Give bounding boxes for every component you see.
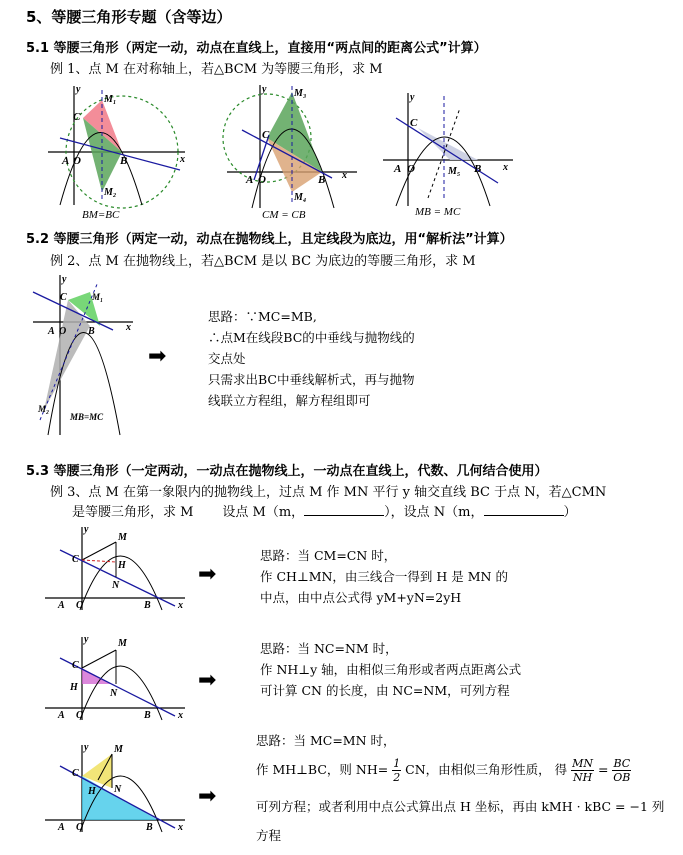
label-a: A: [58, 822, 65, 833]
label-m1: M₁: [104, 94, 117, 105]
label-c: C: [72, 554, 79, 565]
ex2-note-line: 只需求出BC中垂线解析式，再与抛物: [208, 372, 415, 387]
case2-note-line: 可计算 CN 的长度，由 NC=NM，可列方程: [260, 683, 510, 698]
label-c: C: [262, 129, 270, 141]
label-a: A: [48, 326, 55, 337]
blank-ym: [304, 503, 384, 516]
case3-note-line: 思路：当 MC=MN 时，: [256, 733, 396, 748]
figure-case3: [40, 740, 190, 835]
case2-note-line: 作 NH⊥y 轴，由相似三角形或者两点距离公式: [260, 662, 522, 677]
label-c: C: [73, 111, 81, 123]
label-a: A: [62, 155, 70, 167]
label-b: B: [144, 710, 151, 721]
frac-num: 1: [393, 757, 401, 770]
label-o: O: [407, 163, 415, 175]
arrow-icon: ➡: [148, 344, 167, 369]
figure-cm-cb: [222, 80, 362, 210]
figure-bm-bc: [40, 80, 190, 210]
label-y: y: [84, 524, 89, 535]
ex3-text: 是等腰三角形，求 M: [72, 505, 194, 520]
label-y: y: [84, 634, 89, 645]
case3-note-line: 方程: [256, 828, 282, 843]
label-a: A: [58, 710, 65, 721]
label-m: M: [118, 638, 127, 649]
label-b: B: [144, 600, 151, 611]
fraction-bc-ob: [612, 757, 631, 784]
label-m: M: [114, 744, 123, 755]
figure-case2: [40, 632, 190, 722]
label-o: O: [76, 600, 84, 611]
ex3-text: ），设点 N（m，: [384, 505, 484, 520]
case3-notes: [256, 730, 681, 846]
arrow-icon: ➡: [198, 784, 217, 809]
label-n: N: [110, 688, 118, 699]
example-2-text: 例 2、点 M 在抛物线上，若△BCM 是以 BC 为底边的等腰三角形，求 M: [50, 254, 476, 269]
label-m2: M₂: [38, 404, 50, 414]
page-title: 5、等腰三角形专题（含等边）: [26, 8, 232, 26]
label-a: A: [394, 163, 402, 175]
label-x: x: [180, 154, 185, 165]
label-b: B: [146, 822, 153, 833]
case3-formula-line: [256, 757, 681, 784]
case3-text: CN，由相似三角形性质， 得: [405, 762, 568, 777]
frac-den: OB: [613, 771, 631, 784]
label-a: A: [58, 600, 65, 611]
label-y: y: [262, 84, 267, 95]
example-3-line1: 例 3、点 M 在第一象限内的抛物线上，过点 M 作 MN 平行 y 轴交直线 BC 于点 N，若△CMN: [50, 485, 607, 500]
figure-mb-mc: [378, 88, 518, 208]
frac-num: BC: [613, 757, 631, 770]
section-5-3-heading: 5.3 等腰三角形（一定两动，一动点在抛物线上，一动点在直线上，代数、几何结合使用）: [26, 464, 548, 479]
label-b: B: [120, 155, 128, 167]
ex3-text: 设点 M（m，: [222, 505, 305, 520]
label-c: C: [72, 660, 79, 671]
label-o: O: [76, 710, 84, 721]
case1-notes: [260, 545, 508, 608]
case1-note-line: 思路：当 CM=CN 时，: [260, 548, 397, 563]
label-y: y: [76, 84, 81, 95]
example-3-line2: [72, 501, 577, 520]
fraction-half: [392, 757, 401, 784]
label-n: N: [112, 580, 120, 591]
label-o: O: [258, 174, 266, 186]
case3-note-line: 可列方程；或者利用中点公式算出点 H 坐标，再由 kMH · kBC = −1 列: [256, 799, 665, 814]
label-x: x: [178, 822, 183, 833]
label-y: y: [84, 742, 89, 753]
arrow-icon: ➡: [198, 668, 217, 693]
label-m: M: [118, 532, 127, 543]
label-o: O: [76, 822, 84, 833]
case2-note-line: 思路：当 NC=NM 时，: [260, 641, 398, 656]
label-b: B: [318, 174, 326, 186]
caption-bm-bc: BM=BC: [82, 209, 120, 221]
label-b: B: [474, 163, 482, 175]
label-a: A: [246, 174, 254, 186]
label-h: H: [88, 786, 96, 797]
label-x: x: [126, 322, 131, 333]
case2-notes: [260, 638, 521, 701]
frac-den: NH: [572, 771, 593, 784]
example-1-text: 例 1、点 M 在对称轴上，若△BCM 为等腰三角形，求 M: [50, 62, 383, 77]
label-y: y: [62, 274, 67, 285]
figure-case1: [40, 522, 190, 612]
label-x: x: [342, 170, 347, 181]
caption-ex2: MB=MC: [70, 412, 104, 422]
ex2-note-line: 思路：∵MC=MB,: [208, 309, 317, 324]
label-o: O: [73, 155, 81, 167]
label-y: y: [410, 92, 415, 103]
label-c: C: [72, 768, 79, 779]
section-5-1-heading: 5.1 等腰三角形（两定一动，动点在直线上，直接用“两点间的距离公式”计算）: [26, 41, 487, 56]
label-m4: M₄: [294, 192, 307, 203]
equals-sign: =: [598, 762, 609, 777]
ex3-text: ）: [563, 505, 577, 520]
arrow-icon: ➡: [198, 562, 217, 587]
frac-num: MN: [572, 757, 594, 770]
case1-note-line: 中点，由中点公式得 yM+yN=2yH: [260, 590, 462, 605]
label-n: N: [114, 784, 122, 795]
label-o: O: [59, 326, 67, 337]
label-x: x: [503, 162, 508, 173]
ex2-note-line: 线联立方程组，解方程组即可: [208, 393, 371, 408]
label-c: C: [60, 292, 67, 303]
ex2-note-line: 交点处: [208, 351, 246, 366]
label-h: H: [70, 682, 78, 693]
figure-ex2: [28, 270, 138, 438]
ex2-note-line: ∴点M在线段BC的中垂线与抛物线的: [208, 330, 415, 345]
label-c: C: [410, 117, 418, 129]
caption-cm-cb: CM = CB: [262, 209, 306, 221]
case1-note-line: 作 CH⊥MN，由三线合一得到 H 是 MN 的: [260, 569, 508, 584]
label-b: B: [88, 326, 95, 337]
label-m5: M₅: [448, 166, 461, 177]
label-m2: M₂: [104, 187, 117, 198]
case3-text: 作 MH⊥BC，则 NH=: [256, 762, 389, 777]
label-h: H: [118, 560, 126, 571]
label-m3: M₃: [294, 88, 307, 99]
ex2-notes: [208, 306, 415, 411]
fraction-mn-nh: [571, 757, 594, 784]
label-x: x: [178, 600, 183, 611]
blank-yn: [484, 503, 564, 516]
label-m1: M₁: [92, 292, 104, 302]
caption-mb-mc: MB = MC: [415, 206, 461, 218]
label-x: x: [178, 710, 183, 721]
frac-den: 2: [393, 771, 401, 784]
section-5-2-heading: 5.2 等腰三角形（两定一动，动点在抛物线上，且定线段为底边，用“解析法”计算）: [26, 232, 513, 247]
